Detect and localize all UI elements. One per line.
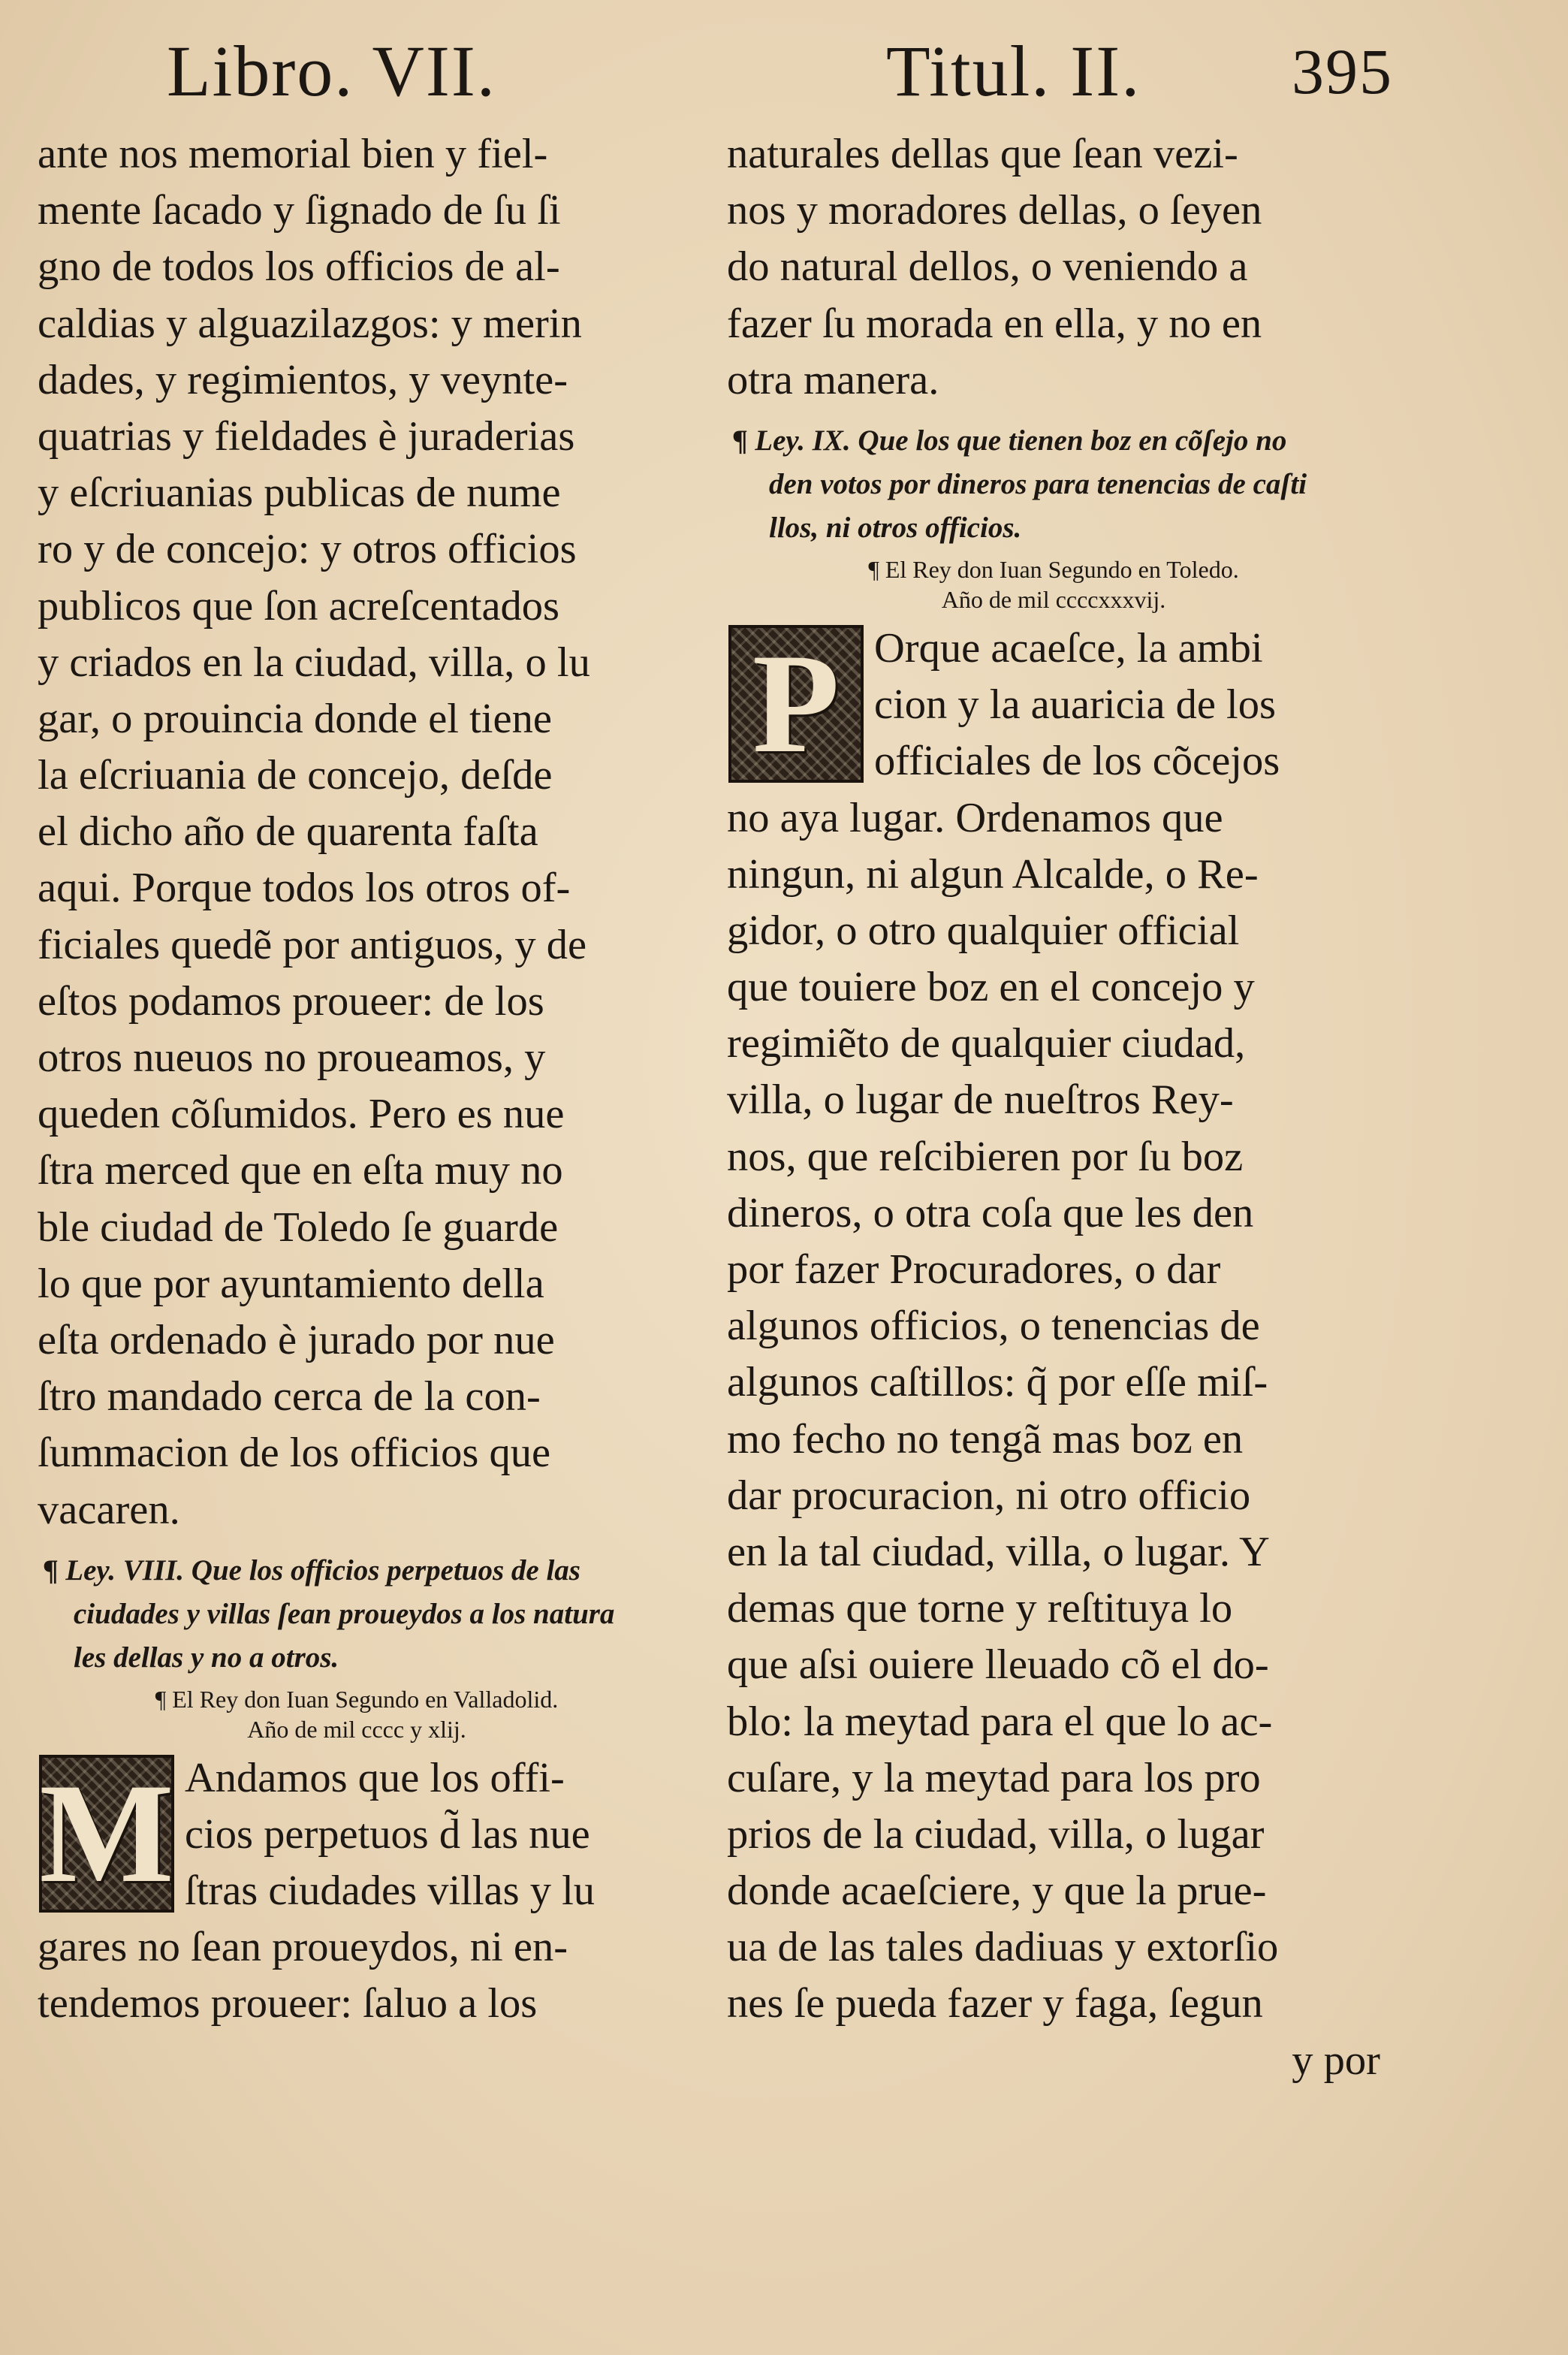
text-line: Andamos que los offi- [185, 1754, 565, 1801]
text-line: otra manera. [727, 356, 939, 403]
text-line: officiales de los cõcejos [874, 738, 1280, 785]
source-line: Año de mil cccc y xlij. [247, 1715, 466, 1743]
text-line: y eſcriuanias publicas de nume [38, 469, 561, 517]
text-line: nes ſe pueda fazer y faga, ſegun [727, 1980, 1263, 2027]
left-text-block [38, 126, 676, 1538]
text-line: otros nueuos no proueamos, y [38, 1034, 546, 1081]
law-heading [727, 419, 1380, 550]
decorated-paragraph [38, 1750, 676, 2033]
law-source [38, 1684, 676, 1744]
law-source [727, 554, 1380, 614]
header-title-number: Titul. II. [886, 31, 1141, 111]
page-number: 395 [1292, 35, 1393, 107]
text-line: ua de las tales dadiuas y extorſio [727, 1924, 1279, 1971]
text-line: ble ciudad de Toledo ſe guarde [38, 1203, 559, 1251]
text-line: la eſcriuania de concejo, deſde [38, 752, 553, 799]
law-heading-line: ¶ Ley. IX. Que los que tienen boz en cõſejo no [733, 424, 1287, 457]
decorated-initial: P [728, 625, 864, 783]
text-line: aqui. Porque todos los otros of- [38, 865, 571, 912]
text-line: por fazer Procuradores, o dar [727, 1246, 1221, 1293]
text-line: blo: la meytad para el que lo ac- [727, 1698, 1273, 1745]
text-line: fazer ſu morada en ella, y no en [727, 300, 1262, 347]
text-line: ficiales quedẽ por antiguos, y de [38, 921, 587, 968]
text-line: ante nos memorial bien y fiel- [38, 131, 548, 177]
text-line: gar, o prouincia donde el tiene [38, 695, 552, 742]
text-line: algunos officios, o tenencias de [727, 1303, 1260, 1350]
text-line: ningun, ni algun Alcalde, o Re- [727, 850, 1259, 898]
text-line: demas que torne y reſtituya lo [727, 1585, 1233, 1632]
source-line: ¶ El Rey don Iuan Segundo en Toledo. [868, 555, 1239, 583]
text-line: do natural dellos, o veniendo a [727, 243, 1248, 291]
text-line: que touiere boz en el concejo y [727, 964, 1255, 1011]
text-line: el dicho año de quarenta faſta [38, 808, 538, 856]
source-line: ¶ El Rey don Iuan Segundo en Valladolid. [155, 1685, 559, 1713]
law-heading-line: les dellas y no a otros. [74, 1641, 339, 1674]
right-text-block [727, 126, 1380, 409]
text-line: cios perpetuos d̃ las nue [185, 1810, 590, 1858]
text-line: regimiẽto de qualquier ciudad, [727, 1020, 1246, 1067]
text-line: algunos caſtillos: q̃ por eſſe miſ- [727, 1359, 1268, 1406]
text-line: mo fecho no tengã mas boz en [727, 1415, 1244, 1463]
text-line: eſtos podamos proueer: de los [38, 977, 544, 1025]
catchword: y por [1292, 2036, 1380, 2084]
text-line: gidor, o otro qualquier official [727, 907, 1240, 954]
source-line: Año de mil ccccxxxvij. [941, 585, 1166, 613]
text-line: ſtra merced que en eſta muy no [38, 1147, 563, 1194]
decorated-paragraph [727, 620, 1380, 2089]
decorated-initial: M [39, 1754, 174, 1913]
text-line: gno de todos los officios de al- [38, 243, 560, 291]
text-line: lo que por ayuntamiento della [38, 1260, 544, 1307]
text-line: dades, y regimientos, y veynte- [38, 356, 568, 403]
text-line: ro y de concejo: y otros officios [38, 526, 577, 573]
text-line: cion y la auaricia de los [874, 681, 1276, 729]
text-line: gares no ſean proueydos, ni en- [38, 1924, 568, 1971]
law-heading-line: den votos por dineros para tenencias de caſti [769, 467, 1307, 500]
text-line: mente ſacado y ſignado de ſu ſi [38, 187, 561, 234]
text-line: queden cõſumidos. Pero es nue [38, 1091, 565, 1138]
text-line: cuſare, y la meytad para los pro [727, 1754, 1261, 1801]
left-column [38, 126, 676, 2033]
law-heading-line: ¶ Ley. VIII. Que los officios perpetuos de las [44, 1553, 580, 1587]
text-line: ſummacion de los officios que [38, 1430, 551, 1477]
running-header [0, 23, 1568, 120]
text-line: no aya lugar. Ordenamos que [727, 794, 1223, 841]
text-line: que aſsi ouiere lleuado cõ el do- [727, 1641, 1269, 1689]
right-column [727, 126, 1380, 2089]
text-line: y criados en la ciudad, villa, o lu [38, 639, 590, 686]
text-line: en la tal ciudad, villa, o lugar. Y [727, 1528, 1270, 1575]
text-line: dar procuracion, ni otro officio [727, 1472, 1251, 1519]
header-book-number: Libro. VII. [167, 31, 496, 111]
text-line: ſtras ciudades villas y lu [185, 1867, 596, 1915]
text-line: eſta ordenado è jurado por nue [38, 1316, 555, 1363]
law-heading-line: ciudades y villas ſean proueydos a los natura [74, 1597, 615, 1630]
text-line: nos, que reſcibieren por ſu boz [727, 1133, 1244, 1180]
text-line: publicos que ſon acreſcentados [38, 582, 560, 630]
text-line: dineros, o otra coſa que les den [727, 1189, 1254, 1236]
text-line: villa, o lugar de nueſtros Rey- [727, 1076, 1234, 1124]
text-line: caldias y alguazilazgos: y merin [38, 300, 582, 347]
text-line: ſtro mandado cerca de la con- [38, 1373, 541, 1421]
text-line: donde acaeſciere, y que la prue- [727, 1867, 1267, 1915]
text-line: Orque acaeſce, la ambi [874, 624, 1263, 672]
text-line: vacaren. [38, 1486, 180, 1533]
text-line: quatrias y fieldades è juraderias [38, 412, 575, 460]
law-heading-line: llos, ni otros officios. [769, 511, 1022, 544]
text-line: prios de la ciudad, villa, o lugar [727, 1810, 1265, 1858]
text-line: nos y moradores dellas, o ſeyen [727, 187, 1262, 234]
law-heading [38, 1549, 676, 1680]
text-line: tendemos proueer: ſaluo a los [38, 1980, 538, 2027]
text-line: naturales dellas que ſean vezi- [727, 131, 1238, 177]
